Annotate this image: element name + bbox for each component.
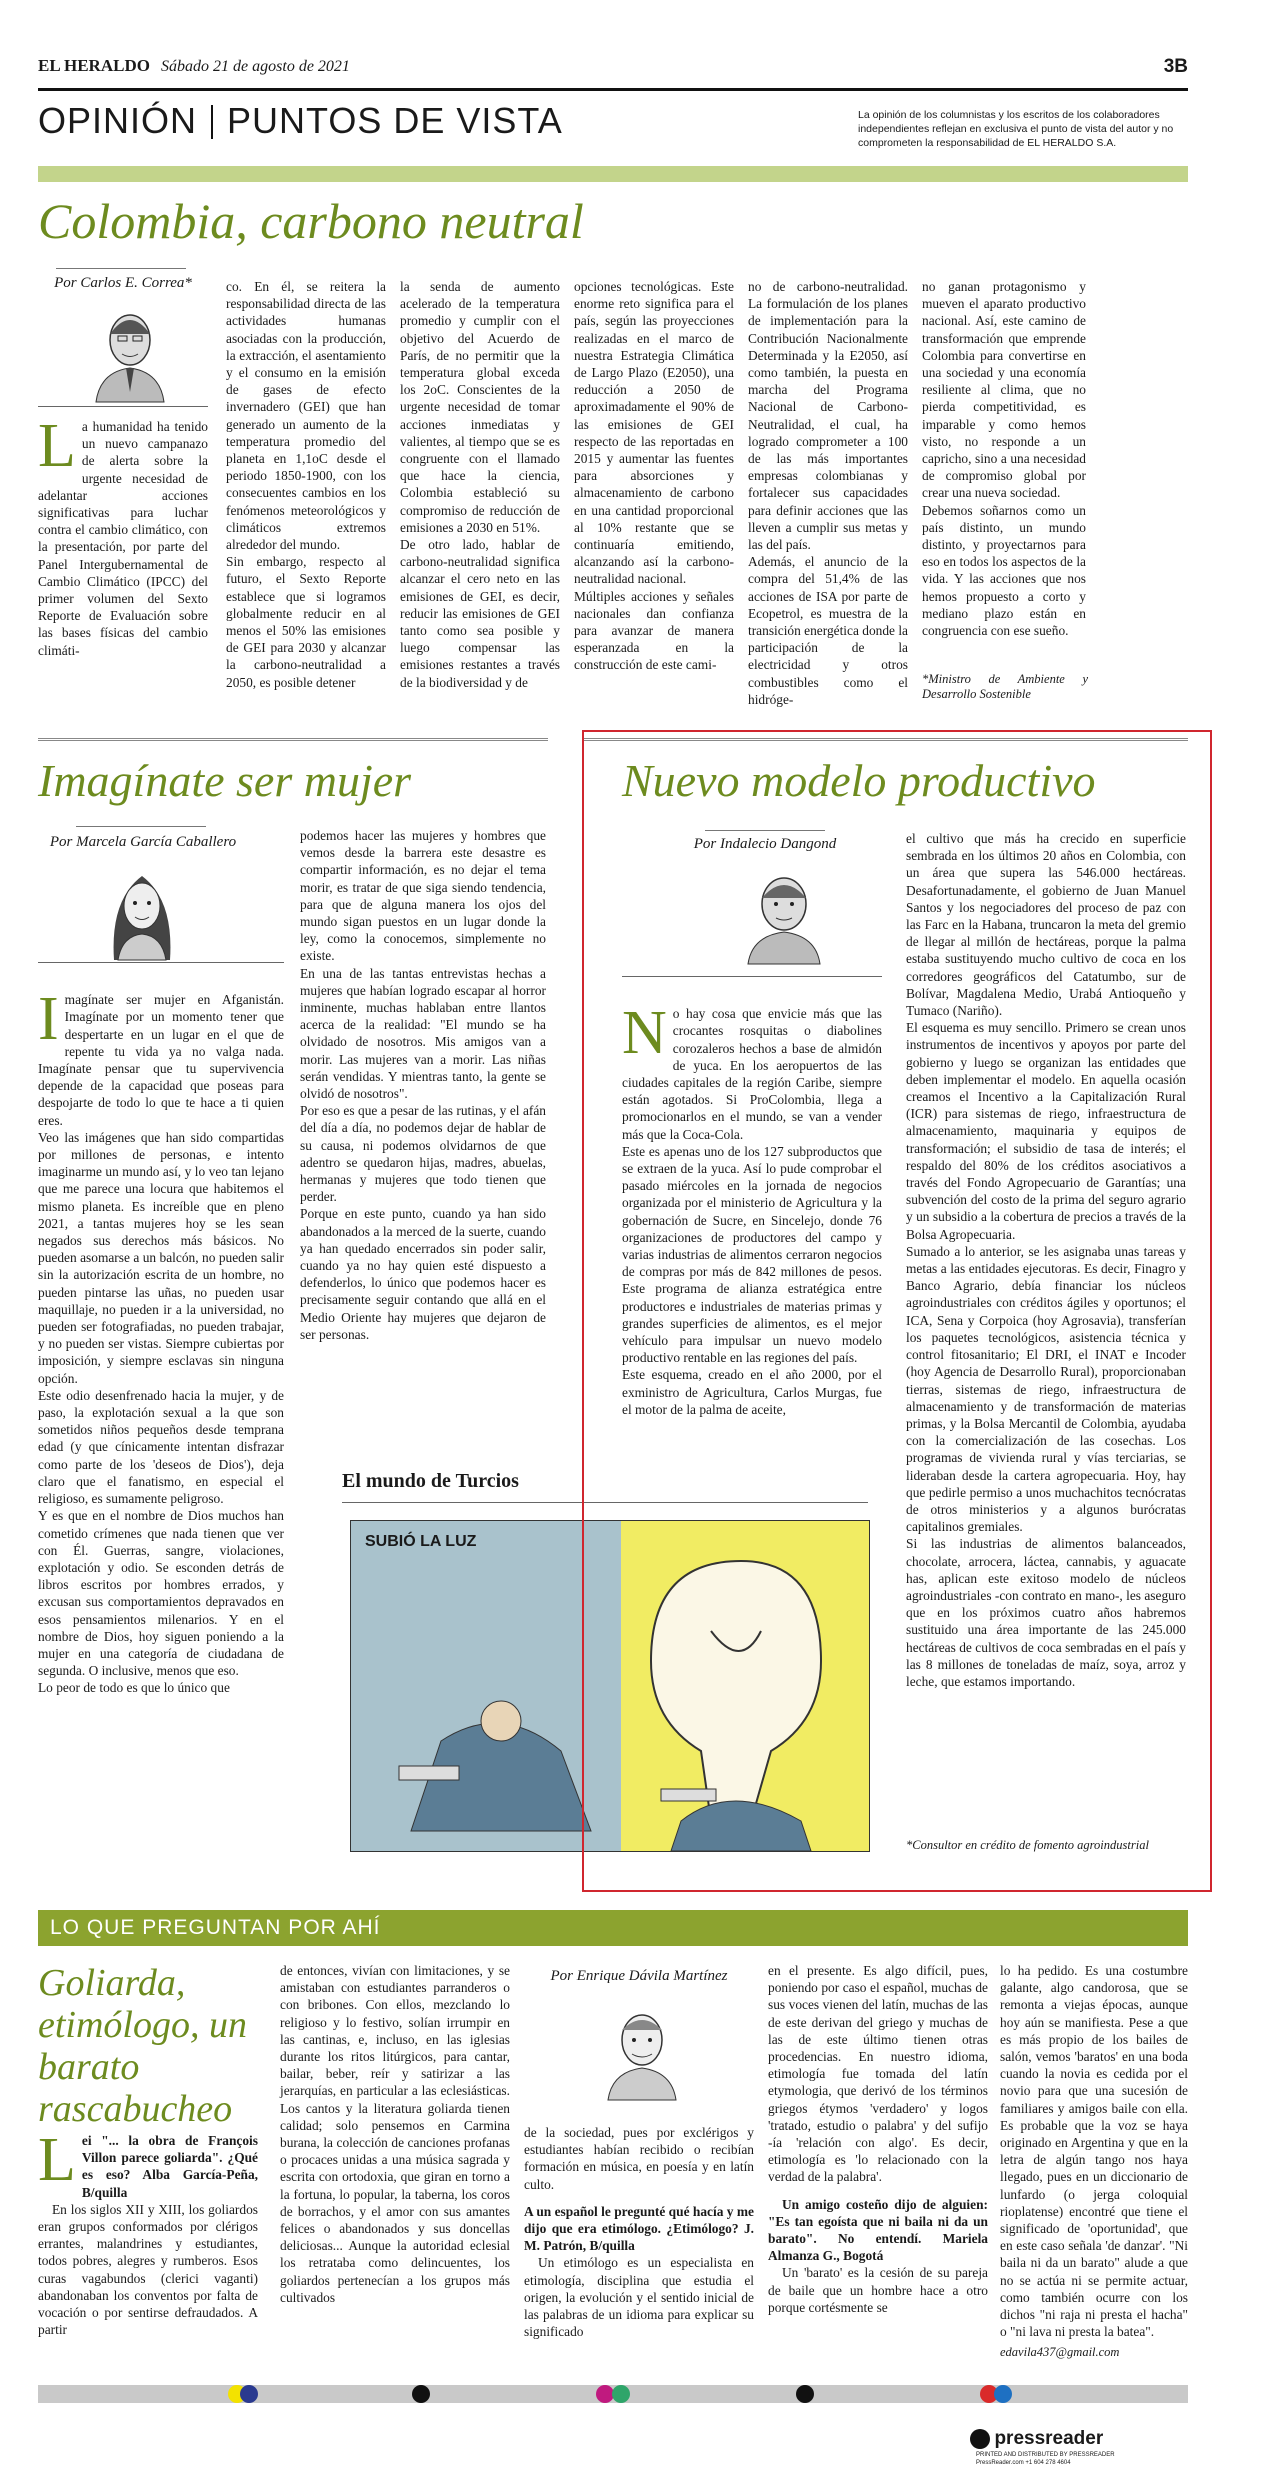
pressreader-icon xyxy=(970,2429,990,2449)
article1-headline: Colombia, carbono neutral xyxy=(38,193,584,249)
lpq-col5 xyxy=(1000,1962,1188,2362)
section-green-bar xyxy=(38,166,1188,182)
article1-col5: no de carbono-neutralidad. La formulación de los planes de implementación para la Contribución Nacionalmente Determinada y la E2050, así como también, la puesta en marcha del Programa Nacional de Carbono-Neutralidad, el cual, ha logrado comprometer a 100 de las más importantes empresas colombianas y fortalecer sus capacidades para definir acciones que las lleven a cumplir sus metas y las del país. Además, el anuncio de la compra del 51,4% de las acciones de ISA por parte de Ecopetrol, es muestra de la transición energética donde la participación de la electricidad y otros combustibles como el hidróge- xyxy=(748,279,909,707)
masthead xyxy=(38,56,1188,82)
lpq-col2: de entonces, vivían con limitaciones, y se amistaban con estudiantes parranderos o con bribones. Con ellos, mezclando lo religioso y lo festivo, solían irrumpir en las cantinas, e, incluso, en las iglesias durante los ritos litúrgicos, para cantar, bailar, beber, reír y satirizar a las jerarquías, en particular a las eclesiásticas. Los cantos y la literatura goliarda tienen calidad; solo pensemos en Carmina burana, la colección de canciones profanas o procaces unidas a una música sagrada y escrita con ortodoxia, que giran en torno a la fortuna, lo popular, la taberna, los coros de borrachos, y el amor con sus amantes felices o abandonados y sus doncellas deliciosas... Aunque la autoridad eclesial los retrataba como delincuentes, los goliardos pertenecían a los grupos más cultivados xyxy=(280,1963,510,2305)
article2-col2: podemos hacer las mujeres y hombres que vemos desde la barrera este desastre es compartir información, es no dejar el tema morir, es tratar de que siga siendo tendencia, para que de alguna manera los ojos del mundo sigan puestos en un lugar donde la ley, como la conocemos, simplemente no existe. En una de las tantas entrevistas hechas a mujeres que habían logrado escapar al horror inminente, muchas hablaban entre llantos acerca de la realidad: "El mundo se ha olvidado de nosotros. Mis amigos van a morir. Las mujeres van a morir. Las niñas serán vendidas. Y mientras tanto, la gente se olvidó de nosotros". Por eso es que a pesar de las rutinas, y el afán del día a día, no podemos dejar de hablar de su causa, ni podemos olvidarnos de que adentro se quedaron hijas, madres, abuelas, hermanas y mujeres que todo tienen que perder. Porque en este punto, cuando ya han sido abandonados a la merced de la suerte, cuando ya han quedado encerrados sin poder salir, cuando ya no hay quien esté dispuesto a defenderlos, lo único que podemos hacer es precisamente seguir contando que allá en el Medio Oriente hay mujeres que dejaron de ser personas. xyxy=(300,828,546,1342)
article1-col1 xyxy=(38,412,208,659)
cartoon-title: El mundo de Turcios xyxy=(342,1470,519,1492)
byline-rule xyxy=(56,268,186,269)
dropcap: L xyxy=(38,2126,76,2194)
lpq-q2-wrap xyxy=(524,2203,754,2255)
paper-name: EL HERALDO xyxy=(38,56,150,75)
top-rule xyxy=(38,88,1188,91)
article3-col1 xyxy=(622,988,882,1418)
dropcap: L xyxy=(38,412,76,480)
issue-date: Sábado 21 de agosto de 2021 xyxy=(161,58,350,75)
article3-byline: Por Indalecio Dangond xyxy=(693,836,837,852)
portrait-sketch-icon xyxy=(100,860,184,960)
article2-headline: Imagínate ser mujer xyxy=(38,755,412,806)
rule xyxy=(622,976,882,977)
article2-byline: Por Marcela García Caballero xyxy=(49,834,237,850)
lpq-email: edavila437@gmail.com xyxy=(1000,2345,1120,2360)
page-number: 3B xyxy=(1163,56,1188,77)
article2-col1 xyxy=(38,974,284,1697)
author-portrait-correa xyxy=(88,302,172,402)
registration-dot-blue xyxy=(240,2385,258,2403)
article1-byline: Por Carlos E. Correa* xyxy=(54,275,192,291)
byline-rule xyxy=(705,830,825,831)
author-portrait-davila xyxy=(600,2000,684,2100)
lpq-text-4a: en el presente. Es algo difícil, pues, poniendo por caso el español, muchas de sus voces vienen del latín, muchas de las de este derivan del griego y muchas de las de este último tienen otras procedencias. En nuestro idioma, etimología fue tomada del latín etymologia, que derivó de los términos griegos étymos 'verdadero' y logos 'tratado, estudio o palabra' y del sufijo -ía 'relación con algo'. Es decir, etimología es 'lo relacionado con la verdad de la palabra'. xyxy=(768,1963,988,2185)
portrait-sketch-icon xyxy=(600,2000,684,2100)
pressreader-small: PRINTED AND DISTRIBUTED BY PRESSREADER PressReader.com +1 604 278 4604 xyxy=(976,2451,1115,2466)
section-separator xyxy=(211,105,213,139)
article1-signature: *Ministro de Ambiente y Desarrollo Sostenible xyxy=(922,672,1088,701)
section-title-puntos: PUNTOS DE VISTA xyxy=(227,100,563,141)
article3-headline: Nuevo modelo productivo xyxy=(622,755,1096,806)
pressreader-wordmark: pressreader xyxy=(994,2428,1104,2449)
lpq-col4 xyxy=(768,1962,988,2316)
lpq-headline: Goliarda, etimólogo, un barato rascabucheo xyxy=(38,1962,247,2130)
article3-text-1: o hay cosa que envicie más que las crocantes rosquitas o diabolines corozaleros hechos a base de almidón de yuca. En los aeropuertos de las ciudades capitales de la región Caribe, siempre están agotados. Si ProColombia, llega a promocionarlos en el mundo, se van a vender más que la Coca-Cola. Este es apenas uno de los 127 subproductos que se extraen de la yuca. Así lo pude comprobar el pasado miércoles en la jornada de negocios organizada por el ministerio de Agricultura y la gobernación de Sucre, en Sincelejo, donde 76 organizaciones de productores del campo y varias industrias de alimentos cerraron negocios de compras por más de 842 millones de pesos. Este programa de alianza estratégica entre productores e industriales de materias primas y grandes superficies de alimentos, es el mejor vehículo para impulsar un nuevo modelo productivo rentable en las regiones del país. Este esquema, creado en el año 2000, por el exministro de Agricultura, Carlos Murgas, fue el motor de la palma de aceite, xyxy=(622,1006,882,1417)
lpq-section-bar xyxy=(38,1910,1188,1946)
byline-rule xyxy=(76,826,206,827)
lpq-byline: Por Enrique Dávila Martínez xyxy=(550,1968,728,1984)
article1-col2: co. En él, se reitera la responsabilidad directa de las actividades humanas asociadas con la producción, la extracción, el asentamiento y el consumo en la emisión de gases de efecto invernadero (GEI) que han generado un aumento de la temperatura promedio del planeta en 1,1oC desde el periodo 1850-1900, con los consecuentes cambios en los fenómenos meteorológicos y climáticos extremos alrededor del mundo. Sin embargo, respecto al futuro, el Sexto Reporte establece que si logramos globalmente reducir en al menos el 50% las emisiones de GEI para 2030 y alcanzar la carbono-neutralidad a 2050, es posible detener xyxy=(226,279,386,690)
article1-col3: la senda de aumento acelerado de la temperatura promedio y cumplir con el objetivo del Acuerdo de París, de no permitir que la temperatura global exceda los 2oC. Conscientes de la urgente necesidad de tomar acciones inmediatas y valientes, al tiempo que se es congruente con el llamado que hace la ciencia, Colombia estableció su compromiso de reducción de emisiones a 2030 en 51%. De otro lado, hablar de carbono-neutralidad significa alcanzar el cero neto en las emisiones de GEI, es decir, reducir las emisiones de GEI tanto como sea posible y luego compensar las emisiones restantes a través de la biodiversidad y de xyxy=(400,279,560,690)
lpq-question-2: A un español le pregunté qué hacía y me dijo que era etimólogo. ¿Etimólogo? J. M. Patrón, B/quilla xyxy=(524,2203,754,2254)
lpq-col3 xyxy=(524,2124,754,2340)
lpq-question-1: ei "... la obra de François Villon parece goliarda". ¿Qué es eso? Alba García-Peña, B/quilla xyxy=(81,2133,258,2200)
registration-dot-blue xyxy=(994,2385,1012,2403)
registration-dot-green xyxy=(612,2385,630,2403)
lpq-section-title: LO QUE PREGUNTAN POR AHÍ xyxy=(50,1916,381,1939)
lpq-col1 xyxy=(38,2126,258,2338)
article2-text-1: magínate ser mujer en Afganistán. Imagínate por un momento tener que despertarte en un lugar en el que de repente tu vida ya no valga nada. Imagínate pensar que tu supervivencia depende de la capacidad que poseas para despojarte de todo lo que te hace a ti quien eres. Veo las imágenes que han sido compartidas por millones de personas, e intento imaginarme un mundo así, y lo veo tan lejano que me parece una locura que habitemos el mismo planeta. Es increíble que en pleno 2021, a tantas mujeres hoy se les sean negados sus derechos más básicos. No pueden asomarse a un balcón, no pueden salir sin la autorización escrita de un hombre, no pueden pintarse las uñas, no pueden usar maquillaje, no pueden ir a la universidad, no pueden ser fotografiadas, no pueden trabajar, y no pueden ser vistas. Siempre cubiertas por imposición, y siempre esclavas sin ninguna opción. Este odio desenfrenado hacia la mujer, y de paso, la explotación sexual a la que son sometidos niños pequeños desde temprana edad (y que cínicamente intentan disfrazar como parte de los 'deseos de Dios'), deja claro que el fanatismo, en especial el religioso, es sumamente peligroso. Y es que en el nombre de Dios muchos han cometido crímenes que nada tienen que ver con Él. Guerras, sangre, violaciones, explotación y odio. Se esconden detrás de libros escritos por hombres errados, y excusan sus comportamientos depravados en esos pensamientos milenarios. Y en el nombre de Dios, hoy siguen poniendo a la mujer en una categoría de ciudadana de segunda. O inclusive, menos que eso. Lo peor de todo es que lo único que xyxy=(38,992,284,1696)
cartoon-caption: SUBIÓ LA LUZ xyxy=(365,1533,477,1550)
article3-col2: el cultivo que más ha crecido en superficie sembrada en los últimos 20 años en Colombia, con un área que supera las 546.000 hectáreas. Desafortunadamente, el gobierno de Juan Manuel Santos y los negociadores del proceso de paz con las Farc en la Habana, truncaron la meta del gremio de llegar al millón de hectáreas, porque la palma estaba sustituyendo mucho cultivo de coca en los corredores geográficos del Catatumbo, sur de Bolívar, Magdalena Medio, Urabá Antioqueño y Tumaco (Nariño). El esquema es muy sencillo. Primero se crean unos instrumentos de incentivos y apoyos por parte del gobierno y luego se organizan las entidades que deben implementar el modelo. En aquella ocasión creamos el Incentivo a la Capitalización Rural (ICR) para sistemas de riego, infraestructura de almacenamiento, maquinaria y equipos de transformación; el subsidio de tasa de interés; el respaldo del 80% de los créditos asociativos a través del Fondo Agropecuario de Garantías; una subvención del costo de la prima del seguro agrario y un subsidio a la cobertura de precios a través de la Bolsa Agropecuaria. Sumado a lo anterior, se les asignaba unas tareas y metas a las entidades ejecutoras. Es decir, Finagro y Banco Agrario, debía financiar los núcleos agroindustriales con créditos ágiles y oportunos; el ICA, Sena y Corpoica (hoy Agrosavia), transferían los paquetes tecnológicos, asistencia técnica y control fitosanitario; El DRI, el INAT e Incoder (hoy Agencia de Desarrollo Rural), proporcionaban tierras, sistemas de riego, infraestructura de almacenamiento y de transformación de materias primas, y la Bolsa Mercantil de Colombia, ayudaba con la comercialización de las cosechas. Los programas de vivienda rural y vías terciarias, se lideraban desde la cartera agropecuaria. Hoy, hay que pedirle permiso a unos muchachitos tecnócratas de otros ministerios y a algunos burócratas capitalinos gremiales. Si las industrias de alimentos balanceados, chocolate, arrocera, láctea, cannabis, y aguacate has, aplican este exitoso modelo de núcleos agroindustriales -con contrato en mano-, les aseguro que en los próximos cuatro años habremos sustituido una área importante de las 245.000 hectáreas de cultivos de coca sembradas en el país y las 8 millones de toneladas de maíz, soya, arroz y leche, que estamos importando. xyxy=(906,831,1186,1689)
article3-signature: *Consultor en crédito de fomento agroindustrial xyxy=(906,1838,1149,1852)
lpq-text-3a: de la sociedad, pues por exclérigos y estudiantes habían recibido o recibían formación en música, en poesía y en latín culto. xyxy=(524,2125,754,2192)
registration-dot-black xyxy=(796,2385,814,2403)
lpq-text-5: lo ha pedido. Es una costumbre galante, algo candorosa, que se remonta a viejas épocas, aunque hoy aún se manifiesta. Pese a que es más propio de los bailes de salón, vemos 'baratos' en una boda cuando la novia es cedida por el novio para que una sucesión de familiares y amigos baile con ella. Es probable que la voz se haya originado en Argentina y que en la letra de algún tango nos haya llegado, pues en un diccionario de lunfardo (o jerga coloquial rioplatense) encontré que tiene el significado de 'oportunidad', que en este caso señala 'de danzar'. "Ni baila ni da un barato" alude a que no se actúa ni se permite actuar, como también ocurre con los dichos "ni raja ni presta el hacha" o "ni lava ni presta la batea". xyxy=(1000,1963,1188,2340)
author-portrait-garcia xyxy=(100,860,184,960)
lpq-text-4b: Un 'barato' es la cesión de su pareja de baile que un hombre hace a otro porque cortésmente se xyxy=(768,2265,988,2315)
dropcap: I xyxy=(38,985,59,1054)
rule xyxy=(38,406,208,407)
lpq-text-1: En los siglos XII y XIII, los goliardos eran grupos conformados por clérigos errantes, malandrines y estudiantes, todos pobres, alegres y rumberos. Esos curas vagabundos (clerici vaganti) abandonaban los conventos por falta de vocación o por sentirse defraudados. A partir xyxy=(38,2201,258,2338)
divider xyxy=(38,738,548,741)
portrait-sketch-icon xyxy=(742,864,826,964)
pressreader-logo xyxy=(970,2428,1230,2466)
article1-text-1: a humanidad ha tenido un nuevo campanazo de alerta sobre la urgente necesidad de adelantar acciones significativas para luchar contra el cambio climático, con la presentación, por parte del Panel Intergubernamental de Cambio Climático (IPCC) del primer volumen del Sexto Reporte de Evaluación sobre las bases físicas del cambio climáti- xyxy=(38,419,208,658)
lpq-text-3b: Un etimólogo es un especialista en etimología, disciplina que estudia el origen, la evolución y el sentido inicial de las palabras de un idioma para explicar su significado xyxy=(524,2255,754,2340)
registration-dot-black xyxy=(412,2385,430,2403)
section-header xyxy=(38,100,1188,160)
lpq-question-3: Un amigo costeño dijo de alguien: "Es tan egoísta que ni baila ni da un barato". No entendí. Mariela Almanza G., Bogotá xyxy=(768,2196,988,2264)
section-title-opinion: OPINIÓN xyxy=(38,100,198,141)
article1-col4: opciones tecnológicas. Este enorme reto significa para el país, según las proyecciones realizadas en el marco de nuestra Estrategia Climática de Largo Plazo (E2050), una reducción a 2050 de aproximadamente el 90% de las emisiones de GEI respecto de las reportadas en 2015 y aumentar las fuentes para absorciones y almacenamiento de carbono en una cantidad proporcional al 10% restante que se continuaría emitiendo, alcanzando así la carbono-neutralidad nacional. Múltiples acciones y señales nacionales dan confianza para avanzar de manera esperanzada en la construcción de este cami- xyxy=(574,279,734,673)
author-portrait-dangond xyxy=(742,864,826,964)
rule xyxy=(38,962,284,963)
section-disclaimer: La opinión de los columnistas y los escritos de los colaboradores independientes reflejan en exclusiva el punto de vista del autor y no comprometen la responsabilidad de EL HERALDO S.A. xyxy=(858,109,1174,149)
lpq-q3-wrap xyxy=(768,2196,988,2265)
portrait-sketch-icon xyxy=(88,302,172,402)
dropcap: N xyxy=(622,999,667,1068)
article1-col6: no ganan protagonismo y mueven el aparato productivo nacional. Así, este camino de transformación que emprende Colombia para convertirse en una sociedad y una economía resiliente al clima, que no pierda competitividad, es imparable y como hemos visto, no responde a un capricho, sino a una necesidad de compromiso global por crear una nueva sociedad. Debemos soñarnos como un país distinto, un mundo distinto, y proyectarnos para eso en todos los aspectos de la vida. Y las acciones que nos hemos propuesto a corto y mediano plazo están en congruencia con ese sueño. xyxy=(922,279,1086,639)
